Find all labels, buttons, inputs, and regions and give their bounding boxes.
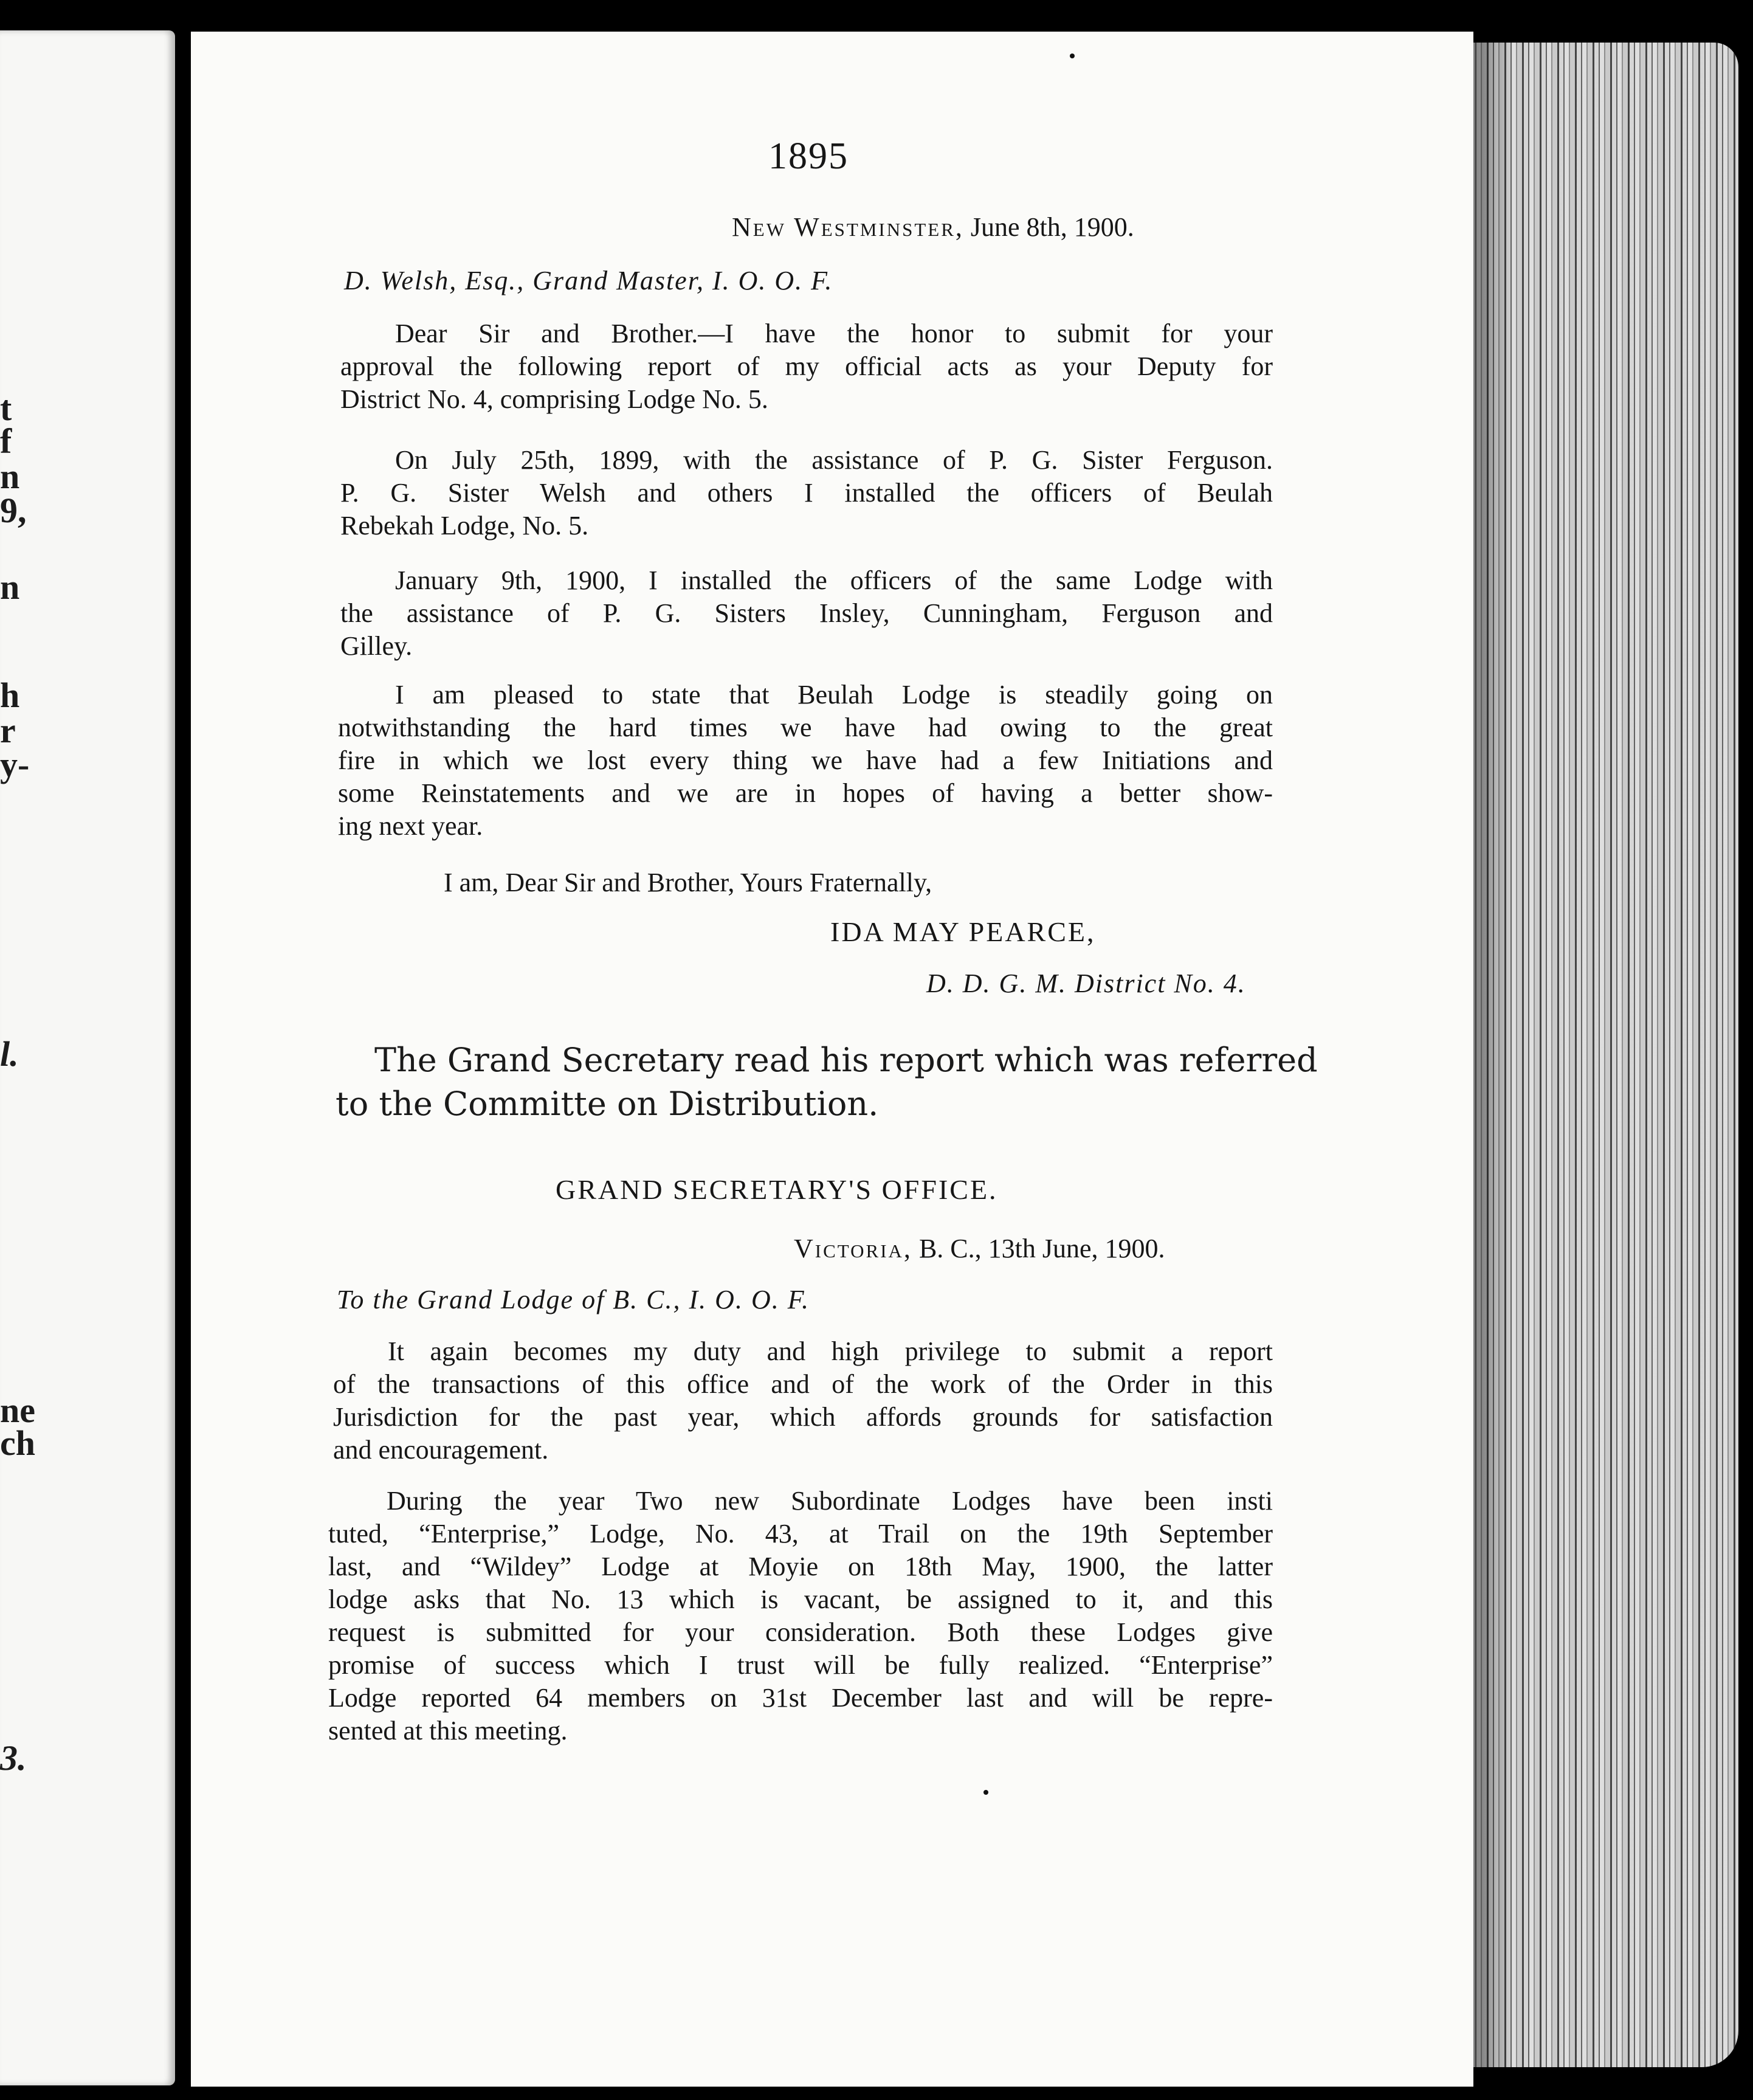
text-line: Lodge reported 64 members on 31st December last and will be repre- [328,1683,1273,1713]
text-line: Jurisdiction for the past year, which affords grounds for satisfaction [333,1402,1273,1432]
text-line: P. G. Sister Welsh and others I installed the officers of Beulah [340,478,1273,508]
text-line: some Reinstatements and we are in hopes of having a better show- [338,778,1273,808]
text-line: The Grand Secretary read his report which was referred [374,1041,1318,1079]
text-line: Dear Sir and Brother.—I have the honor to submit for your [395,319,1273,348]
text-line: It again becomes my duty and high privilege to submit a report [388,1336,1273,1366]
letter2-date: B. C., 13th June, 1900. [918,1234,1165,1263]
left-page-fragment: n [0,457,20,496]
left-page-fragment: y- [0,745,30,784]
letter2-place: Victoria, [794,1234,912,1263]
text-line: I am pleased to state that Beulah Lodge is steadily going on [395,680,1273,710]
left-facing-page [0,30,175,2085]
text-line: District No. 4, comprising Lodge No. 5. [340,384,768,414]
left-page-fragment: h [0,675,20,715]
letter1-signature-title: D. D. G. M. District No. 4. [926,969,1246,998]
book-edge [1471,43,1738,2067]
left-page-fragment: 9, [0,491,27,530]
letter2-paragraph-1 [333,1335,1273,1466]
text-line: to the Committe on Distribution. [336,1085,879,1123]
speck [983,1790,988,1795]
text-line: of the transactions of this office and of the work of the Order in this [333,1369,1273,1399]
letter1-signature: IDA MAY PEARCE, [830,916,1096,947]
letter1-date: June 8th, 1900. [970,212,1134,242]
letter2-heading: GRAND SECRETARY'S OFFICE. [556,1174,998,1205]
text-line: During the year Two new Subordinate Lodges have been insti [387,1486,1273,1516]
letter1-paragraph-2 [340,444,1273,542]
letter1-place: New Westminster, [732,212,964,242]
text-line: last, and “Wildey” Lodge at Moyie on 18th May, 1900, the latter [328,1552,1273,1581]
left-page-fragment: n [0,567,20,607]
text-line: sented at this meeting. [328,1716,568,1746]
text-line: and encouragement. [333,1435,549,1465]
text-line: January 9th, 1900, I installed the officers of the same Lodge with [395,565,1273,595]
letter1-paragraph-3 [340,564,1273,663]
left-page-fragment: ch [0,1423,35,1463]
left-page-fragment: ne [0,1390,35,1430]
letter1-place-date [732,214,1134,241]
letter2-place-date [794,1235,1165,1262]
letter2-addressee: To the Grand Lodge of B. C., I. O. O. F. [337,1285,810,1314]
left-page-fragment: 3. [0,1738,27,1778]
text-line: notwithstanding the hard times we have had owing to the great [338,713,1273,742]
page-number: 1895 [768,136,849,177]
left-page-fragment: r [0,711,16,750]
text-line: Rebekah Lodge, No. 5. [340,511,589,541]
letter1-addressee: D. Welsh, Esq., Grand Master, I. O. O. F. [344,266,833,295]
text-line: approval the following report of my official acts as your Deputy for [340,351,1273,381]
text-line: request is submitted for your consideration. Both these Lodges give [328,1617,1273,1647]
text-line: ing next year. [338,811,483,841]
typed-note [336,1038,1318,1126]
letter1-paragraph-1 [340,317,1273,416]
text-line: tuted, “Enterprise,” Lodge, No. 43, at Trail on the 19th September [328,1519,1273,1549]
text-line: On July 25th, 1899, with the assistance of P. G. Sister Ferguson. [395,445,1273,475]
letter2-paragraph-2 [328,1485,1273,1747]
left-page-fragment: l. [0,1034,19,1074]
letter1-paragraph-4 [338,679,1273,843]
text-line: promise of success which I trust will be fully realized. “Enterprise” [328,1650,1273,1680]
speck [1070,54,1075,58]
left-page-fragment: t [0,389,12,428]
text-line: fire in which we lost every thing we have had a few Initiations and [338,745,1273,775]
left-page-fragment: f [0,421,12,461]
letter1-closing: I am, Dear Sir and Brother, Yours Fraternally, [444,868,932,897]
text-line: Gilley. [340,631,413,661]
text-line: the assistance of P. G. Sisters Insley, Cunningham, Ferguson and [340,598,1273,628]
text-line: lodge asks that No. 13 which is vacant, be assigned to it, and this [328,1584,1273,1614]
